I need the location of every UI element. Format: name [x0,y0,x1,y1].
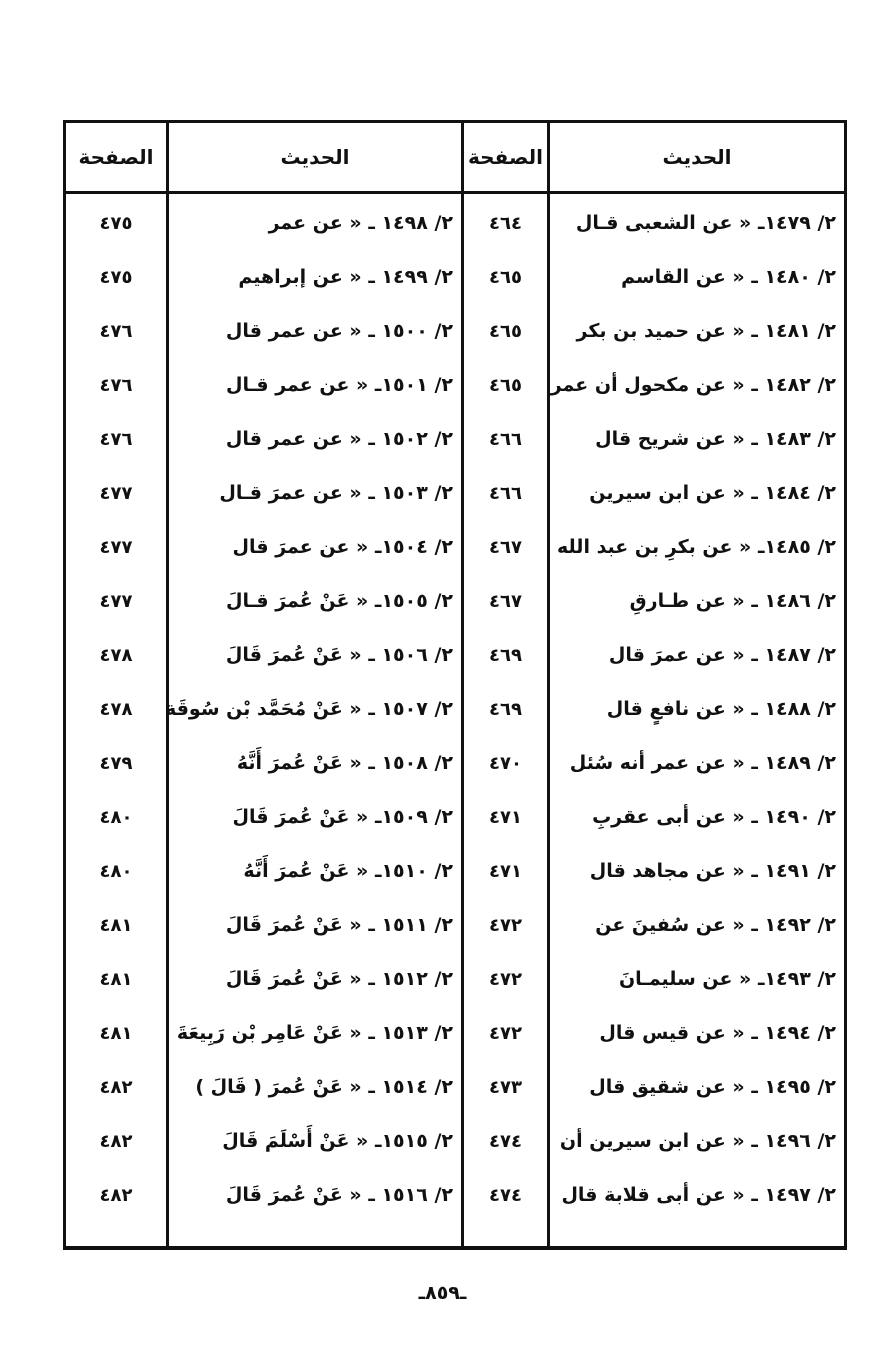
hadith-entry: ٢/ ١٥٠٩ـ « عَنْ عُمرَ قَالَ [232,806,453,828]
table-row [66,1006,844,1060]
table-row [66,628,844,682]
page-ref: ٤٦٦ [489,428,522,450]
page-ref: ٤٧١ [489,806,522,828]
page-ref: ٤٨١ [99,914,133,936]
page-ref: ٤٦٦ [489,482,522,504]
hadith-entry: ٢/ ١٤٨٢ ـ « عن مكحول أن عمر [550,374,836,396]
table-row [66,520,844,574]
table-row [66,574,844,628]
page-ref: ٤٧١ [489,860,522,882]
page-ref: ٤٧٩ [99,752,133,774]
table-row [66,790,844,844]
table-row [66,1114,844,1168]
hadith-entry: ٢/ ١٥٠٨ ـ « عَنْ عُمرَ أَنَّهُ [236,752,453,774]
hadith-entry: ٢/ ١٥٠٤ـ « عن عمرَ قال [232,536,453,558]
page-ref: ٤٧٤ [489,1184,522,1206]
hadith-entry: ٢/ ١٤٩٠ ـ « عن أبى عقربِ [592,806,836,828]
hadith-entry: ٢/ ١٥١٠ـ « عَنْ عُمرَ أَنَّهُ [243,860,453,882]
hadith-entry: ٢/ ١٥٠٥ـ « عَنْ عُمرَ قـالَ [226,590,453,612]
page-ref: ٤٦٩ [489,644,522,666]
hadith-entry: ٢/ ١٤٩٨ ـ « عن عمر [268,212,453,234]
page-ref: ٤٦٧ [489,536,522,558]
header-hadith-right: الحديث [662,145,732,169]
page-ref: ٤٧٦ [99,428,133,450]
page-ref: ٤٦٤ [489,212,522,234]
hadith-entry: ٢/ ١٤٨٧ ـ « عن عمرَ قال [608,644,836,666]
table-row [66,358,844,412]
page-number: ـ٨٥٩ـ [418,1282,467,1304]
page-ref: ٤٧٧ [99,590,133,612]
table-row [66,1060,844,1114]
page-ref: ٤٧٠ [489,752,522,774]
table-row [66,844,844,898]
hadith-index-table [63,120,847,1250]
page-ref: ٤٨٢ [99,1130,133,1152]
hadith-entry: ٢/ ١٤٩٧ ـ « عن أبى قلابة قال [561,1184,836,1206]
hadith-entry: ٢/ ١٥١٤ ـ « عَنْ عُمرَ ( قَالَ ) [195,1076,453,1098]
header-hadith-left: الحديث [280,145,350,169]
hadith-entry: ٢/ ١٥١٥ـ « عَنْ أَسْلَمَ قَالَ [222,1130,453,1152]
table-row [66,736,844,790]
hadith-entry: ٢/ ١٥٠٠ ـ « عن عمر قال [225,320,453,342]
table-header-row [66,123,844,194]
page-ref: ٤٧٥ [99,212,133,234]
page-ref: ٤٦٩ [489,698,522,720]
hadith-entry: ٢/ ١٥٠٢ ـ « عن عمر قال [225,428,453,450]
page-ref: ٤٦٥ [489,374,522,396]
table-row [66,898,844,952]
hadith-entry: ٢/ ١٤٨٥ـ « عن بكرِ بن عبد الله [557,536,836,558]
hadith-entry: ٢/ ١٤٨٩ ـ « عن عمر أنه سُئل [569,752,836,774]
page-ref: ٤٧٥ [99,266,133,288]
page-ref: ٤٧٢ [489,1022,522,1044]
table-row [66,412,844,466]
page-ref: ٤٨٢ [99,1076,133,1098]
page-ref: ٤٧٧ [99,482,133,504]
page-ref: ٤٨١ [99,968,133,990]
page-ref: ٤٦٧ [489,590,522,612]
hadith-entry: ٢/ ١٤٨٦ ـ « عن طـارقِ [629,590,836,612]
table-row [66,250,844,304]
hadith-entry: ٢/ ١٥١٦ ـ « عَنْ عُمرَ قَالَ [225,1184,453,1206]
table-row [66,1168,844,1222]
hadith-entry: ٢/ ١٤٨٤ ـ « عن ابن سيرين [589,482,836,504]
page-ref: ٤٨٠ [99,860,133,882]
page-ref: ٤٨١ [99,1022,133,1044]
page-ref: ٤٨٠ [99,806,133,828]
page-ref: ٤٦٥ [489,266,522,288]
hadith-entry: ٢/ ١٤٩٦ ـ « عن ابن سيرين أن [559,1130,836,1152]
header-page-left: الصفحة [78,145,154,169]
hadith-entry: ٢/ ١٥٠٣ ـ « عن عمرَ قـال [219,482,453,504]
hadith-entry: ٢/ ١٤٧٩ـ « عن الشعبى قـال [575,212,836,234]
hadith-entry: ٢/ ١٤٨٣ ـ « عن شريح قال [595,428,836,450]
page-ref: ٤٧٦ [99,320,133,342]
table-row [66,466,844,520]
hadith-entry: ٢/ ١٤٨٠ ـ « عن القاسم [621,266,836,288]
table-row [66,952,844,1006]
hadith-entry: ٢/ ١٤٩٣ـ « عن سليمـانَ [618,968,836,990]
page-ref: ٤٧٦ [99,374,133,396]
table-row [66,304,844,358]
hadith-entry: ٢/ ١٥١٢ ـ « عَنْ عُمرَ قَالَ [225,968,453,990]
hadith-entry: ٢/ ١٥٠٦ ـ « عَنْ عُمرَ قَالَ [225,644,453,666]
hadith-entry: ٢/ ١٥١١ ـ « عَنْ عُمرَ قَالَ [225,914,453,936]
page-ref: ٤٧٨ [99,698,133,720]
hadith-entry: ٢/ ١٤٩١ ـ « عن مجاهد قال [589,860,836,882]
page-ref: ٤٧٧ [99,536,133,558]
hadith-entry: ٢/ ١٥٠٧ ـ « عَنْ مُحَمَّد بْن سُوقَة [164,698,453,720]
page-ref: ٤٧٣ [489,1076,522,1098]
table-row [66,682,844,736]
page-ref: ٤٧٨ [99,644,133,666]
table-row [66,196,844,250]
hadith-entry: ٢/ ١٤٨١ ـ « عن حميد بن بكر [576,320,836,342]
hadith-entry: ٢/ ١٤٩٩ ـ « عن إبراهيم [238,266,453,288]
page-ref: ٤٧٤ [489,1130,522,1152]
page-ref: ٤٦٥ [489,320,522,342]
hadith-entry: ٢/ ١٥٠١ـ « عن عمر قـال [226,374,453,396]
page-ref: ٤٧٢ [489,914,522,936]
header-page-right: الصفحة [468,145,544,169]
hadith-entry: ٢/ ١٤٨٨ ـ « عن نافعٍ قال [606,698,836,720]
page-ref: ٤٧٢ [489,968,522,990]
hadith-entry: ٢/ ١٤٩٥ ـ « عن شقيق قال [589,1076,836,1098]
page-ref: ٤٨٢ [99,1184,133,1206]
hadith-entry: ٢/ ١٤٩٢ ـ « عن سُفينَ عن [595,914,836,936]
hadith-entry: ٢/ ١٤٩٤ ـ « عن قيس قال [599,1022,836,1044]
hadith-entry: ٢/ ١٥١٣ ـ « عَنْ عَامِر بْن رَبِيعَةَ [176,1022,453,1044]
